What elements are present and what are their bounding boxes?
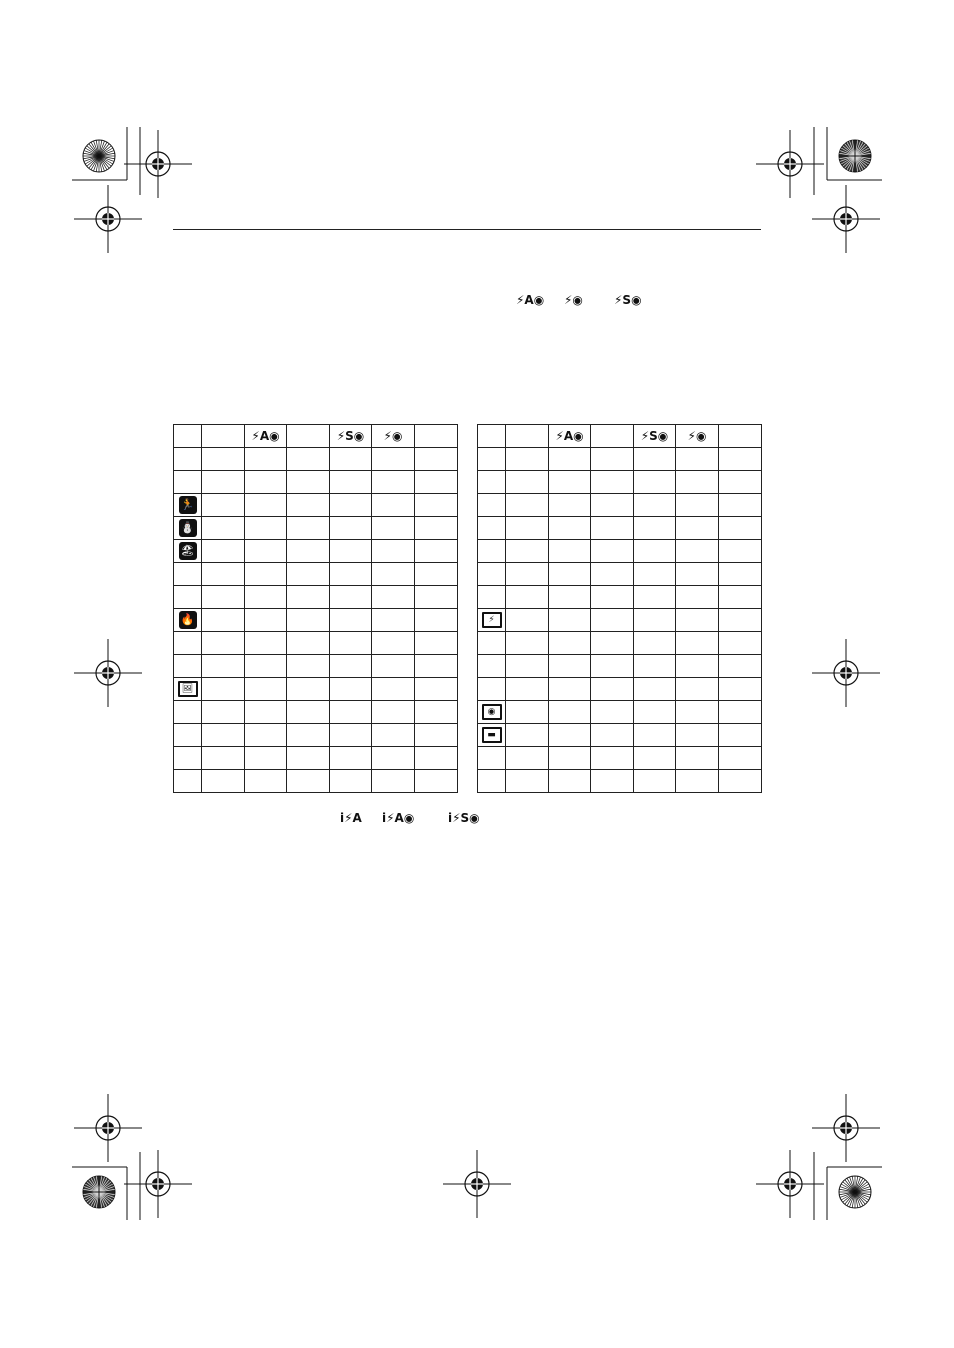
header-cell	[245, 425, 287, 448]
table-cell	[634, 747, 676, 770]
header-flash-icon: ⚡◉	[687, 429, 707, 443]
table-cell	[506, 678, 549, 701]
header-cell	[634, 425, 676, 448]
table-row	[478, 609, 762, 632]
table-cell	[245, 632, 287, 655]
table-cell	[591, 609, 634, 632]
table-cell	[506, 540, 549, 563]
table-cell	[202, 678, 245, 701]
table-cell	[245, 586, 287, 609]
table-cell	[202, 724, 245, 747]
table-cell	[415, 632, 458, 655]
table-cell	[287, 655, 330, 678]
table-cell	[591, 471, 634, 494]
table-row	[174, 517, 458, 540]
table-row	[478, 517, 762, 540]
scene-cell	[174, 701, 202, 724]
table-row	[478, 701, 762, 724]
table-cell	[245, 494, 287, 517]
table-row	[174, 609, 458, 632]
table-cell	[719, 563, 762, 586]
scene-mode-icon: 🖼	[178, 681, 198, 697]
table-cell	[372, 540, 415, 563]
scene-cell	[478, 448, 506, 471]
table-cell	[287, 678, 330, 701]
table-cell	[287, 563, 330, 586]
table-cell	[287, 701, 330, 724]
scene-cell	[478, 678, 506, 701]
table-cell	[330, 563, 372, 586]
table-cell	[591, 563, 634, 586]
flash-setting-table-right	[477, 424, 762, 793]
intelligent-auto-red-eye-icon: i⚡A◉	[382, 811, 415, 825]
table-cell	[719, 747, 762, 770]
table-cell	[287, 586, 330, 609]
table-cell	[330, 747, 372, 770]
table-cell	[287, 724, 330, 747]
table-cell	[591, 655, 634, 678]
table-cell	[634, 540, 676, 563]
table-cell	[506, 701, 549, 724]
table-cell	[719, 609, 762, 632]
table-cell	[415, 678, 458, 701]
table-cell	[245, 609, 287, 632]
table-cell	[330, 655, 372, 678]
table-cell	[245, 540, 287, 563]
scene-cell	[174, 540, 202, 563]
table-cell	[245, 724, 287, 747]
header-flash-icon: ⚡S◉	[336, 429, 365, 443]
table-row	[478, 448, 762, 471]
table-cell	[719, 448, 762, 471]
table-cell	[634, 563, 676, 586]
table-row	[174, 724, 458, 747]
table-row	[174, 678, 458, 701]
table-cell	[372, 632, 415, 655]
table-cell	[330, 494, 372, 517]
table-cell	[202, 586, 245, 609]
forced-on-red-eye-icon: ⚡◉	[564, 293, 583, 307]
scene-cell	[478, 724, 506, 747]
table-row	[174, 770, 458, 793]
table-cell	[372, 563, 415, 586]
table-cell	[506, 494, 549, 517]
table-cell	[245, 517, 287, 540]
table-cell	[287, 448, 330, 471]
scene-cell	[174, 609, 202, 632]
scene-cell	[174, 747, 202, 770]
table-cell	[591, 494, 634, 517]
header-cell	[591, 425, 634, 448]
table-cell	[330, 678, 372, 701]
table-cell	[287, 632, 330, 655]
table-row	[174, 747, 458, 770]
table-cell	[719, 471, 762, 494]
table-cell	[591, 770, 634, 793]
table-cell	[330, 770, 372, 793]
table-cell	[549, 724, 591, 747]
table-row	[478, 770, 762, 793]
scene-mode-icon: 🔥	[179, 611, 197, 629]
header-cell	[415, 425, 458, 448]
table-row	[478, 678, 762, 701]
table-cell	[287, 609, 330, 632]
table-cell	[634, 701, 676, 724]
table-cell	[719, 632, 762, 655]
table-cell	[330, 517, 372, 540]
table-cell	[676, 609, 719, 632]
table-cell	[330, 701, 372, 724]
table-cell	[415, 517, 458, 540]
scene-cell	[478, 770, 506, 793]
table-cell	[591, 724, 634, 747]
table-row	[478, 563, 762, 586]
table-row	[174, 540, 458, 563]
table-cell	[591, 448, 634, 471]
scene-cell	[478, 563, 506, 586]
table-cell	[676, 448, 719, 471]
header-cell	[372, 425, 415, 448]
table-cell	[591, 701, 634, 724]
table-cell	[591, 586, 634, 609]
table-cell	[245, 448, 287, 471]
table-cell	[506, 655, 549, 678]
table-cell	[245, 770, 287, 793]
header-cell	[549, 425, 591, 448]
table-cell	[676, 563, 719, 586]
table-cell	[634, 494, 676, 517]
table-row	[478, 494, 762, 517]
table-cell	[415, 770, 458, 793]
scene-cell	[478, 701, 506, 724]
table-cell	[676, 724, 719, 747]
table-cell	[719, 770, 762, 793]
table-row	[174, 471, 458, 494]
table-cell	[245, 747, 287, 770]
table-cell	[202, 655, 245, 678]
table-cell	[719, 517, 762, 540]
table-cell	[372, 448, 415, 471]
scene-cell	[174, 563, 202, 586]
table-row	[478, 724, 762, 747]
table-cell	[634, 471, 676, 494]
table-cell	[202, 494, 245, 517]
table-cell	[202, 701, 245, 724]
table-cell	[549, 770, 591, 793]
header-cell	[719, 425, 762, 448]
table-cell	[719, 724, 762, 747]
table-header-row	[174, 425, 458, 448]
scene-mode-icon: 🏃	[179, 496, 197, 514]
scene-cell	[478, 655, 506, 678]
auto-red-eye-icon: ⚡A◉	[516, 293, 545, 307]
table-cell	[415, 494, 458, 517]
table-cell	[549, 678, 591, 701]
table-row	[478, 471, 762, 494]
table-cell	[506, 563, 549, 586]
table-cell	[245, 678, 287, 701]
table-cell	[549, 586, 591, 609]
table-cell	[719, 678, 762, 701]
table-cell	[591, 747, 634, 770]
table-cell	[372, 609, 415, 632]
table-row	[174, 632, 458, 655]
table-cell	[372, 655, 415, 678]
table-row	[174, 655, 458, 678]
table-cell	[719, 586, 762, 609]
table-cell	[372, 770, 415, 793]
table-cell	[634, 586, 676, 609]
table-cell	[506, 448, 549, 471]
table-cell	[549, 471, 591, 494]
table-cell	[415, 701, 458, 724]
header-flash-icon: ⚡A◉	[555, 429, 584, 443]
table-cell	[549, 655, 591, 678]
table-row	[478, 747, 762, 770]
table-cell	[506, 632, 549, 655]
scene-mode-icon: ⛄	[179, 519, 197, 537]
intelligent-slow-sync-red-eye-icon: i⚡S◉	[448, 811, 480, 825]
table-row	[174, 563, 458, 586]
table-cell	[372, 586, 415, 609]
scene-cell	[478, 609, 506, 632]
table-cell	[634, 724, 676, 747]
table-cell	[245, 701, 287, 724]
table-cell	[676, 494, 719, 517]
table-cell	[549, 540, 591, 563]
table-cell	[719, 494, 762, 517]
table-row	[478, 632, 762, 655]
table-cell	[506, 517, 549, 540]
table-cell	[676, 770, 719, 793]
table-cell	[506, 471, 549, 494]
table-cell	[506, 770, 549, 793]
scene-cell	[174, 494, 202, 517]
table-cell	[634, 770, 676, 793]
scene-cell	[174, 448, 202, 471]
scene-cell	[174, 724, 202, 747]
scene-cell	[174, 517, 202, 540]
table-cell	[415, 586, 458, 609]
scene-cell	[174, 770, 202, 793]
table-cell	[506, 609, 549, 632]
table-cell	[676, 701, 719, 724]
table-cell	[202, 517, 245, 540]
header-cell	[330, 425, 372, 448]
table-cell	[415, 724, 458, 747]
table-cell	[591, 678, 634, 701]
scene-mode-icon: ▬	[482, 727, 502, 743]
table-cell	[591, 632, 634, 655]
table-cell	[634, 678, 676, 701]
flash-setting-table-left	[173, 424, 458, 793]
table-cell	[202, 609, 245, 632]
table-cell	[415, 609, 458, 632]
table-cell	[549, 563, 591, 586]
table-cell	[330, 540, 372, 563]
scene-cell	[478, 471, 506, 494]
scene-cell	[478, 747, 506, 770]
table-cell	[287, 494, 330, 517]
table-cell	[202, 448, 245, 471]
table-cell	[591, 540, 634, 563]
header-cell	[478, 425, 506, 448]
header-rule	[173, 229, 761, 230]
table-row	[478, 540, 762, 563]
scene-cell	[478, 540, 506, 563]
table-cell	[415, 540, 458, 563]
table-cell	[634, 655, 676, 678]
table-cell	[506, 747, 549, 770]
scene-cell	[478, 494, 506, 517]
slow-sync-red-eye-icon: ⚡S◉	[614, 293, 642, 307]
table-cell	[415, 655, 458, 678]
header-cell	[676, 425, 719, 448]
scene-cell	[174, 655, 202, 678]
header-cell	[287, 425, 330, 448]
table-cell	[549, 632, 591, 655]
table-cell	[330, 586, 372, 609]
table-cell	[676, 655, 719, 678]
table-cell	[676, 540, 719, 563]
table-cell	[330, 609, 372, 632]
table-cell	[245, 563, 287, 586]
scene-cell	[174, 586, 202, 609]
table-cell	[202, 563, 245, 586]
scene-mode-icon: ⚡	[482, 612, 502, 628]
table-cell	[634, 632, 676, 655]
table-cell	[372, 494, 415, 517]
table-cell	[506, 586, 549, 609]
table-cell	[372, 678, 415, 701]
table-row	[174, 448, 458, 471]
table-cell	[719, 540, 762, 563]
table-cell	[287, 747, 330, 770]
table-cell	[202, 540, 245, 563]
header-cell	[202, 425, 245, 448]
table-cell	[719, 655, 762, 678]
scene-cell	[174, 632, 202, 655]
scene-mode-icon: ◉	[482, 704, 502, 720]
table-cell	[549, 517, 591, 540]
table-cell	[415, 563, 458, 586]
table-cell	[634, 517, 676, 540]
table-row	[174, 586, 458, 609]
table-header-row	[478, 425, 762, 448]
table-cell	[549, 747, 591, 770]
table-cell	[549, 448, 591, 471]
scene-cell	[478, 586, 506, 609]
table-cell	[676, 678, 719, 701]
table-cell	[415, 471, 458, 494]
scene-cell	[478, 517, 506, 540]
table-cell	[330, 448, 372, 471]
table-cell	[372, 471, 415, 494]
table-cell	[245, 655, 287, 678]
table-cell	[202, 747, 245, 770]
table-cell	[676, 517, 719, 540]
header-flash-icon: ⚡◉	[383, 429, 403, 443]
table-cell	[287, 517, 330, 540]
scene-cell	[174, 471, 202, 494]
table-cell	[676, 747, 719, 770]
table-cell	[719, 701, 762, 724]
table-cell	[330, 724, 372, 747]
table-cell	[549, 494, 591, 517]
table-cell	[591, 517, 634, 540]
table-cell	[676, 632, 719, 655]
table-cell	[415, 747, 458, 770]
table-cell	[202, 632, 245, 655]
table-cell	[506, 724, 549, 747]
table-cell	[415, 448, 458, 471]
table-cell	[549, 701, 591, 724]
table-cell	[372, 724, 415, 747]
table-cell	[287, 540, 330, 563]
table-cell	[634, 609, 676, 632]
table-cell	[330, 632, 372, 655]
table-cell	[676, 586, 719, 609]
table-cell	[372, 517, 415, 540]
scene-mode-icon: 🏖	[179, 542, 197, 560]
table-row	[174, 494, 458, 517]
table-cell	[202, 770, 245, 793]
table-cell	[287, 770, 330, 793]
table-cell	[202, 471, 245, 494]
scene-cell	[174, 678, 202, 701]
table-cell	[634, 448, 676, 471]
table-cell	[245, 471, 287, 494]
table-row	[478, 655, 762, 678]
table-cell	[372, 701, 415, 724]
table-cell	[549, 609, 591, 632]
table-cell	[372, 747, 415, 770]
table-cell	[287, 471, 330, 494]
header-flash-icon: ⚡S◉	[640, 429, 669, 443]
table-cell	[676, 471, 719, 494]
table-row	[478, 586, 762, 609]
scene-cell	[478, 632, 506, 655]
table-row	[174, 701, 458, 724]
table-cell	[330, 471, 372, 494]
intelligent-auto-flash-icon: i⚡A	[340, 811, 362, 825]
header-cell	[506, 425, 549, 448]
header-flash-icon: ⚡A◉	[251, 429, 280, 443]
header-flash-icons	[516, 292, 654, 310]
header-cell	[174, 425, 202, 448]
